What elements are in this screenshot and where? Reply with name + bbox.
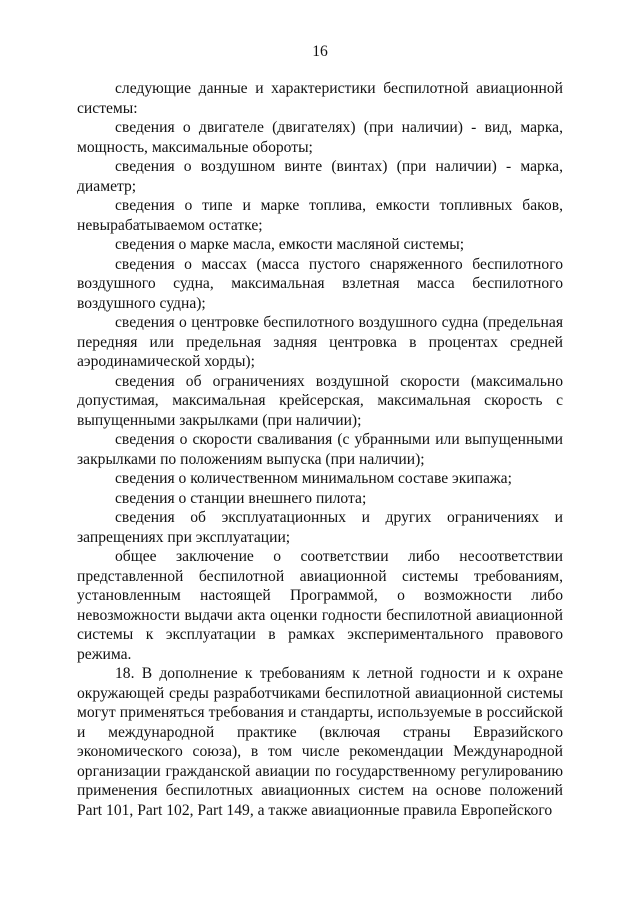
document-body — [77, 79, 563, 820]
paragraph-engine: сведения о двигателе (двигателях) (при наличии) - вид, марка, мощность, максимальные обороты; — [77, 119, 563, 156]
paragraph-oil: сведения о марке масла, емкости масляной системы; — [115, 236, 465, 253]
paragraph-stall-speed: сведения о скорости сваливания (с убранными или выпущенными закрылками по положениям выпуска (при наличии); — [77, 431, 563, 468]
paragraph-operating-limits: сведения об эксплуатационных и других ограничениях и запрещениях при эксплуатации; — [77, 509, 563, 546]
paragraph-masses: сведения о массах (масса пустого снаряженного беспилотного воздушного судна, максимальная взлетная масса беспилотного воздушного судна); — [77, 255, 563, 312]
page-number: 16 — [312, 43, 328, 60]
paragraph-intro: следующие данные и характеристики беспилотной авиационной системы: — [77, 80, 563, 117]
paragraph-airspeed-limits: сведения об ограничениях воздушной скорости (максимально допустимая, максимальная крейсерская, максимальная скорость с выпущенными закрылками (при наличии); — [77, 372, 563, 429]
paragraph-propeller: сведения о воздушном винте (винтах) (при наличии) - марка, диаметр; — [77, 158, 563, 195]
paragraph-fuel: сведения о типе и марке топлива, емкости топливных баков, невырабатываемом остатке; — [77, 197, 563, 234]
paragraph-crew: сведения о количественном минимальном составе экипажа; — [115, 470, 512, 487]
paragraph-item-18: 18. В дополнение к требованиям к летной годности и к охране окружающей среды разработчиками беспилотной авиационной системы могут применяться требования и стандарты, используемые в российской и международной практике (включая страны Евразийского экономического союза), в том числе рекомендации Международной организации гражданской авиации по государственному регулированию применения беспилотных авиационных систем на основе положений Part 101, Part 102, Part 149, а также авиационные правила Европейского — [77, 665, 563, 819]
paragraph-conclusion: общее заключение о соответствии либо несоответствии представленной беспилотной авиационной системы требованиям, установленным настоящей Программой, о возможности либо невозможности выдачи акта оценки годности беспилотной авиационной системы к эксплуатации в рамках экспериментального правового режима. — [77, 548, 563, 663]
paragraph-center-of-gravity: сведения о центровке беспилотного воздушного судна (предельная передняя или предельная задняя центровка в процентах средней аэродинамической хорды); — [77, 314, 563, 370]
paragraph-pilot-station: сведения о станции внешнего пилота; — [115, 489, 367, 507]
